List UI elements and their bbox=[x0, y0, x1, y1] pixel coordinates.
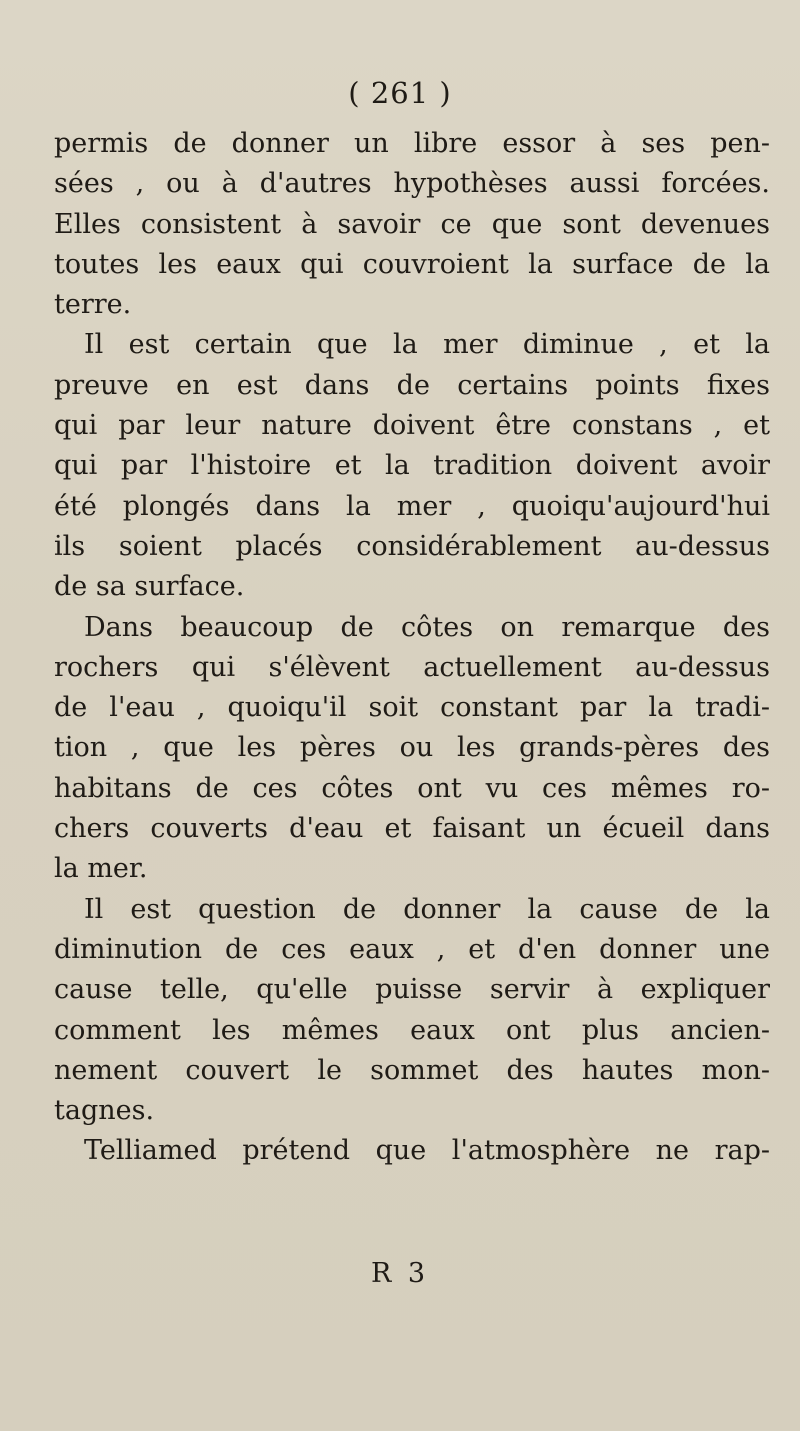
text-line: rochers qui s'élèvent actuellement au-dessus bbox=[54, 651, 770, 683]
text-line: sées , ou à d'autres hypothèses aussi forcées. bbox=[54, 168, 770, 200]
body-text bbox=[54, 124, 770, 1172]
text-line: diminution de ces eaux , et d'en donner une bbox=[54, 933, 770, 965]
text-line: qui par l'histoire et la tradition doivent avoir bbox=[54, 450, 770, 482]
text-line: de l'eau , quoiqu'il soit constant par la tradi- bbox=[54, 692, 770, 724]
text-line: été plongés dans la mer , quoiqu'aujourd'hui bbox=[54, 490, 770, 522]
text-line: Il est certain que la mer diminue , et la bbox=[84, 329, 770, 361]
text-line: la mer. bbox=[54, 853, 148, 885]
text-line: tagnes. bbox=[54, 1095, 155, 1127]
text-line: qui par leur nature doivent être constans , et bbox=[54, 410, 770, 442]
text-line: Telliamed prétend que l'atmosphère ne rap- bbox=[84, 1135, 770, 1167]
text-line: preuve en est dans de certains points fixes bbox=[54, 369, 770, 401]
page-number-header: ( 261 ) bbox=[348, 76, 452, 110]
text-line: comment les mêmes eaux ont plus ancien- bbox=[54, 1014, 770, 1046]
text-line: chers couverts d'eau et faisant un écueil dans bbox=[54, 813, 770, 845]
text-line: tion , que les pères ou les grands-pères des bbox=[54, 732, 770, 764]
text-line: de sa surface. bbox=[54, 571, 245, 603]
text-line: habitans de ces côtes ont vu ces mêmes ro- bbox=[54, 772, 770, 804]
text-line: Elles consistent à savoir ce que sont devenues bbox=[54, 208, 770, 240]
text-line: nement couvert le sommet des hautes mon- bbox=[54, 1054, 770, 1086]
text-line: terre. bbox=[54, 289, 132, 321]
signature-mark: R 3 bbox=[370, 1258, 430, 1289]
text-line: Il est question de donner la cause de la bbox=[84, 893, 770, 925]
text-line: ils soient placés considérablement au-dessus bbox=[54, 530, 770, 562]
text-line: toutes les eaux qui couvroient la surface de la bbox=[54, 248, 770, 280]
text-line: Dans beaucoup de côtes on remarque des bbox=[84, 611, 770, 643]
text-line: permis de donner un libre essor à ses pen- bbox=[54, 128, 770, 159]
text-line: cause telle, qu'elle puisse servir à expliquer bbox=[54, 974, 770, 1006]
